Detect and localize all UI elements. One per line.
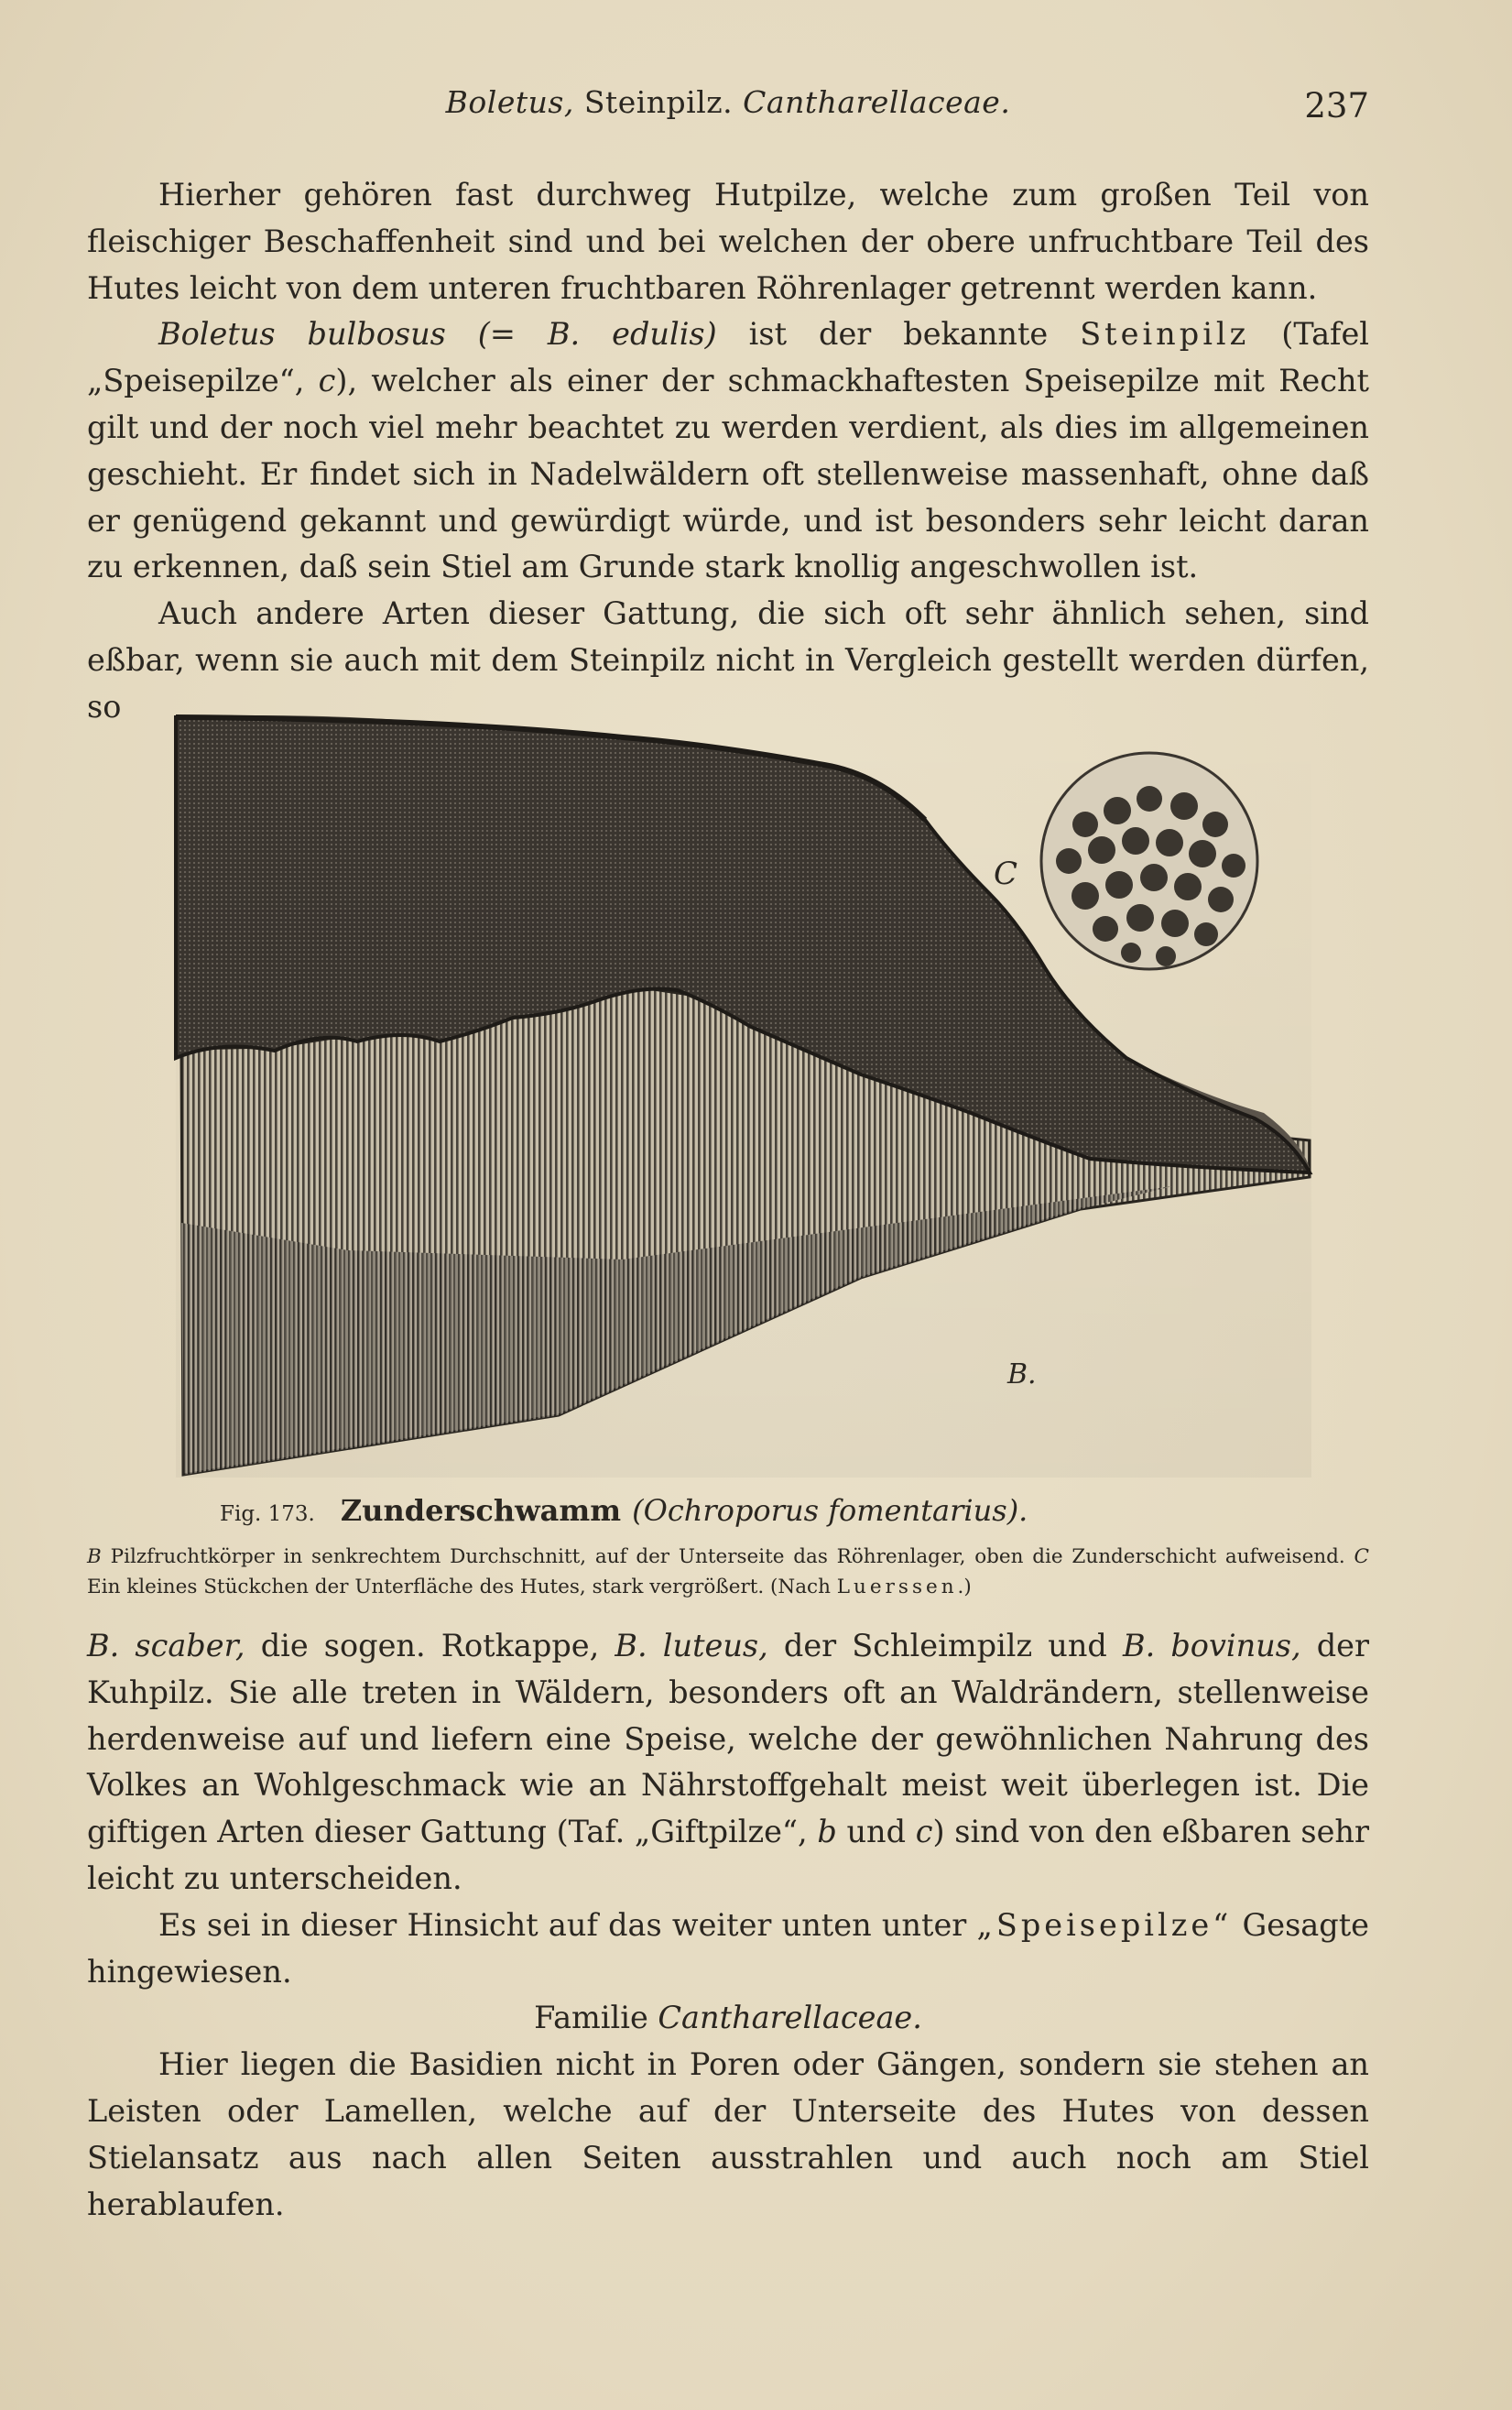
species-name: B. luteus, bbox=[615, 1628, 768, 1663]
text-run: Gesagte hingewiesen. bbox=[87, 1906, 1369, 1990]
text-block-top bbox=[87, 172, 1369, 731]
caption-text-b: Pilzfruchtkörper in senkrechtem Durchschnitt, auf der Unterseite das Röhrenlager, oben die Zunderschicht aufweisend. bbox=[101, 1545, 1345, 1568]
figure-caption-body bbox=[87, 1542, 1369, 1602]
running-head-common-name: Steinpilz. bbox=[583, 84, 734, 120]
page-number: 237 bbox=[1304, 86, 1369, 125]
plate-reference: b bbox=[817, 1814, 837, 1850]
species-name: B. bovinus, bbox=[1122, 1628, 1301, 1663]
species-name: B. scaber, bbox=[87, 1628, 245, 1663]
text-run: ) sind von den eßbaren sehr leicht zu unterscheiden. bbox=[87, 1814, 1369, 1896]
figure-caption-title bbox=[220, 1493, 1319, 1528]
running-head-genus: Boletus, bbox=[445, 84, 574, 120]
paragraph-other-species: Auch andere Arten dieser Gattung, die sich oft sehr ähnlich sehen, sind eßbar, wenn sie auch mit dem Steinpilz nicht in Vergleich gestellt werden dürfen, so bbox=[87, 595, 1369, 725]
pore-detail bbox=[1041, 753, 1257, 969]
running-head-family: Cantharellaceae. bbox=[743, 84, 1011, 120]
caption-letter-b: B bbox=[87, 1545, 102, 1568]
text-block-bottom bbox=[87, 1623, 1369, 2228]
paragraph-cantharellaceae: Hier liegen die Basidien nicht in Poren oder Gängen, sondern sie stehen an Leisten oder Lamellen, welche auf der Unterseite des Hutes von dessen Stielansatz aus nach allen Seiten ausstrahlen und auch noch am Stiel herablaufen. bbox=[87, 2046, 1369, 2222]
figure-latin-name: (Ochroporus fomentarius). bbox=[632, 1493, 1028, 1528]
text-run: die sogen. Rotkappe, bbox=[245, 1628, 615, 1663]
emphasis-speisepilze: „Speisepilze“ bbox=[976, 1906, 1233, 1943]
species-name: Boletus bulbosus (= B. edulis) bbox=[158, 316, 717, 353]
caption-source-author: Luerssen bbox=[836, 1576, 958, 1598]
text-run: der Kuhpilz. Sie alle treten in Wäldern, besonders oft an Waldrändern, stellenweise herdenweise auf und liefern eine Speise, welche der gewöhnlichen Nahrung des Volkes an Wohlgeschmack wie an Nährstoffgehalt meist weit überlegen ist. Die giftigen Arten dieser Gattung (Taf. „Giftpilze“, bbox=[87, 1628, 1370, 1850]
text-run: Es sei in dieser Hinsicht auf das weiter unten unter bbox=[158, 1906, 977, 1943]
figure-number: Fig. 173. bbox=[220, 1502, 315, 1526]
emphasis-steinpilz: Steinpilz bbox=[1080, 316, 1250, 353]
paragraph-intro: Hierher gehören fast durchweg Hutpilze, welche zum großen Teil von fleischiger Beschaffenheit sind und bei welchen der obere unfruchtbare Teil des Hutes leicht von dem unteren fruchtbaren Röhrenlager getrennt werden kann. bbox=[87, 177, 1369, 306]
text-run: und bbox=[836, 1814, 916, 1850]
figure-title: Zunderschwamm bbox=[340, 1493, 622, 1528]
text-run: (Tafel „Speisepilze“, bbox=[87, 316, 1369, 399]
caption-text-c: Ein kleines Stückchen der Unterfläche des Hutes, stark vergrößert. bbox=[87, 1576, 765, 1598]
text-run: ), welcher als einer der schmackhaftesten Speisepilze mit Recht gilt und der noch viel mehr beachtet zu werden verdient, als dies im allgemeinen geschieht. Er findet sich in Nadelwäldern oft stellenweise massenhaft, ohne daß er genügend gekannt und gewürdigt würde, und ist besonders sehr leicht daran zu erkennen, daß sein Stiel am Grunde stark knollig angeschwollen ist. bbox=[87, 363, 1369, 585]
paragraph-reference bbox=[87, 1903, 1369, 1996]
figure-label-c: C bbox=[994, 856, 1018, 892]
paragraph-boletus-species bbox=[87, 1623, 1369, 1903]
text-run: der Schleimpilz und bbox=[767, 1628, 1123, 1663]
page-header bbox=[87, 84, 1369, 132]
plate-reference: c bbox=[318, 363, 336, 399]
running-head bbox=[87, 84, 1369, 120]
plate-reference: c bbox=[915, 1814, 933, 1850]
zunderschwamm-engraving bbox=[165, 710, 1319, 1479]
text-run: ist der bekannte bbox=[716, 316, 1081, 353]
caption-letter-c: C bbox=[1354, 1545, 1369, 1568]
figure-label-b: B. bbox=[1007, 1358, 1037, 1390]
caption-source-close: .) bbox=[957, 1576, 972, 1598]
heading-prefix: Familie bbox=[534, 2000, 658, 2036]
paragraph-boletus-bulbosus bbox=[87, 311, 1369, 591]
figure-illustration bbox=[165, 710, 1319, 1479]
section-heading bbox=[87, 1995, 1369, 2042]
caption-source-open: (Nach bbox=[764, 1576, 837, 1598]
heading-family: Cantharellaceae. bbox=[658, 2000, 922, 2036]
